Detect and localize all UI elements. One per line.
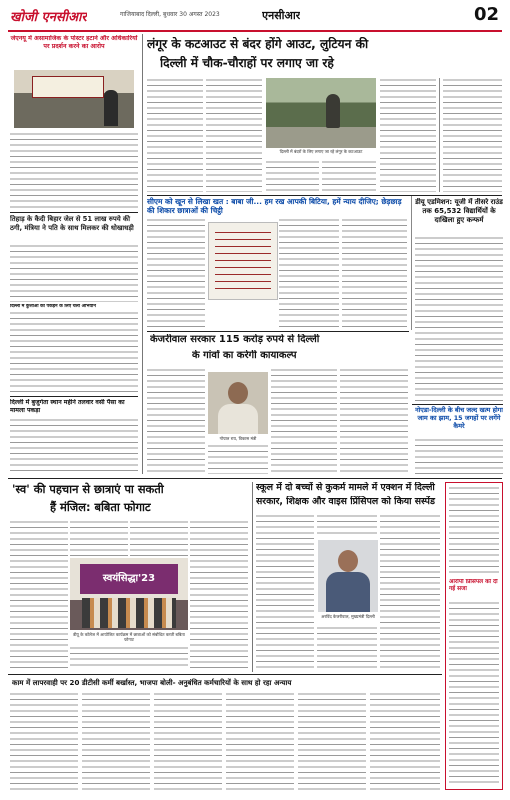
school-photo-caption: अरविंद केजरीवाल, मुख्यमंत्री दिल्ली	[321, 614, 375, 619]
right-column-divider	[439, 78, 440, 192]
sports-text-col2	[70, 520, 128, 556]
kejriwal-body	[326, 572, 370, 612]
cm-letter-headline: सीएम को खून से लिखा खत : बाबा जी... हम रख आपकी बिटिया, हमें न्याय दीजिए; छेड़छाड़ की शिकार छात्राओं की चिट्ठी	[147, 197, 402, 216]
letter-writing	[215, 229, 271, 291]
section-name: एनसीआर	[262, 9, 301, 22]
kejriwal-photo-caption: गोपाल राय, विकास मंत्री	[219, 436, 257, 441]
stage-people	[82, 598, 176, 628]
protest-banner	[32, 76, 104, 98]
main-story-text-col2	[206, 78, 262, 192]
noida-story-text	[415, 438, 503, 474]
left-story1-text	[10, 132, 138, 210]
left-story3-text	[10, 311, 138, 393]
sports-text-col1	[10, 520, 68, 670]
left-story2-text	[10, 244, 138, 302]
main-story-text-col1	[147, 78, 203, 192]
bottom-story-headline: काम में लापरवाही पर 20 डीटीसी कर्मी बर्खास्त, भाजपा बोली- अनुबंधित कर्मचारियों के साथ हो रहा अन्याय	[12, 678, 292, 687]
school-headline-line1: स्कूल में दो बच्चों से कुकर्म मामले में एक्शन में दिल्ली	[256, 482, 435, 493]
bottom-story-rule	[8, 674, 442, 675]
bottom-text-col5	[298, 692, 366, 792]
main-headline-line1: लंगूर के कटआउट से बंदर होंगे आउट, लुटियन की	[147, 37, 369, 51]
main-story-text-col6	[443, 78, 502, 192]
kejriwal-head	[338, 550, 358, 572]
left-column-divider	[142, 34, 143, 474]
sports-text-col3	[130, 520, 188, 556]
main-photo-caption: दिल्ली में बंदरों के लिए लगाए जा रहे लंगूर के कटआउट	[279, 149, 363, 154]
cm-letter-text-col3	[342, 218, 407, 328]
masthead-logo: खोजी एनसीआर	[10, 10, 87, 25]
sports-photo-caption: डीयू के कॉलेज में आयोजित कार्यक्रम में छात्राओं को संबोधित करती बबिता फोगाट	[73, 632, 185, 643]
left-story-separator-1	[10, 212, 138, 213]
left-story4-text	[10, 418, 138, 472]
kejriwal-text-col2	[208, 444, 268, 474]
principal-box-text-bottom	[449, 601, 499, 785]
kejriwal-top-rule	[147, 331, 409, 332]
event-banner-text: स्वयंसिद्धा'23	[102, 573, 156, 584]
kejriwal-minister-photo	[208, 372, 268, 434]
school-text-col2	[317, 514, 377, 538]
noida-top-rule	[412, 404, 503, 405]
bottom-text-col2	[82, 692, 150, 792]
sports-event-photo	[70, 558, 188, 630]
left-story-separator-2	[10, 396, 138, 397]
protest-figure	[104, 90, 118, 126]
du-headline: डीयू एडमिशन: यूजी में तीसरे राउंड तक 65,532 विद्यार्थियों के दाखिला हुए कन्फर्म	[415, 198, 503, 224]
langur-cutout	[326, 94, 340, 128]
main-story-photo	[266, 78, 376, 148]
sports-text-col5	[70, 646, 188, 670]
school-text-col1	[256, 514, 314, 670]
bottom-text-col4	[226, 692, 294, 792]
cm-letter-text-col2	[279, 218, 339, 328]
main-story-bottom-rule	[147, 195, 502, 196]
page-number: 02	[474, 4, 500, 25]
noida-headline: नोएडा-दिल्ली के बीच जल्द खत्म होगा जाम का झाम, 15 जगहों पर लगेंगे कैमरे	[415, 406, 503, 430]
kejriwal-photo	[318, 540, 378, 612]
event-banner	[80, 564, 178, 594]
handwritten-letter-image	[208, 222, 278, 300]
sports-text-col4	[190, 520, 248, 670]
lower-section-rule	[8, 478, 502, 479]
kejriwal-text-col4	[340, 368, 408, 474]
left-story1-photo	[14, 70, 134, 128]
school-text-col3	[317, 626, 377, 670]
school-headline-line2: सरकार, शिक्षक और वाइस प्रिंसिपल को किया सस्पेंड	[256, 496, 435, 507]
masthead-dateline: गाजियाबाद दिल्ली, बुधवार 30 अगस्त 2023	[120, 11, 220, 18]
bottom-text-col3	[154, 692, 222, 792]
main-story-text-col5	[380, 78, 436, 192]
principal-box-text-top	[449, 486, 499, 576]
left-story2-headline: तिहाड़ के कैदी बिहार जेल से 51 लाख रुपये की ठगी, मंत्रिया ने पति के साथ मिलकर की धोखाधड़ी	[10, 215, 134, 232]
main-story-text-col3	[266, 160, 319, 192]
kejriwal-headline-line1: केजरीवाल सरकार 115 करोड़ रुपये से दिल्ली	[150, 334, 320, 345]
main-headline-line2: दिल्ली में चौक-चौराहों पर लगाए जा रहे	[160, 56, 334, 70]
sports-headline-line1: 'स्व' की पहचान से छात्राएं पा सकती	[12, 482, 164, 496]
du-column-divider	[411, 196, 412, 330]
bottom-text-col6	[370, 692, 440, 792]
bottom-text-col1	[10, 692, 78, 792]
masthead-rule	[8, 30, 502, 32]
kejriwal-text-col1	[147, 368, 205, 474]
minister-head	[228, 382, 248, 404]
principal-box-title: आरोपी प्रिंसिपल को दी गई सजा	[449, 579, 498, 593]
sports-headline-line2: हैं मंजिल: बबिता फोगाट	[50, 500, 151, 514]
kejriwal-headline-line2: के गांवों का करेगी कायाकल्प	[192, 350, 297, 361]
main-story-text-col4	[322, 160, 376, 192]
cm-letter-text-col1	[147, 218, 205, 328]
du-story-text	[415, 236, 503, 402]
left-story4-headline: दिल्ली में बुजुर्गता स्थान महीने तलवार वसी पैसा का मामला पकड़ा	[10, 399, 125, 414]
minister-body	[218, 404, 258, 434]
left-story3-headline: दिल्ली में कुत्ताओं को पकड़ने के लिए चला अभियान	[10, 304, 96, 309]
principal-punishment-box	[445, 482, 503, 790]
kejriwal-text-col3	[271, 368, 337, 474]
school-text-col4	[380, 514, 440, 670]
masthead	[0, 0, 510, 30]
lower-column-divider	[252, 482, 253, 672]
left-story1-headline: जेएनयू में असामाजिक के पोस्टर हटाने और अधिकारियों पर प्रदर्शन करने का आरोप	[10, 35, 138, 50]
